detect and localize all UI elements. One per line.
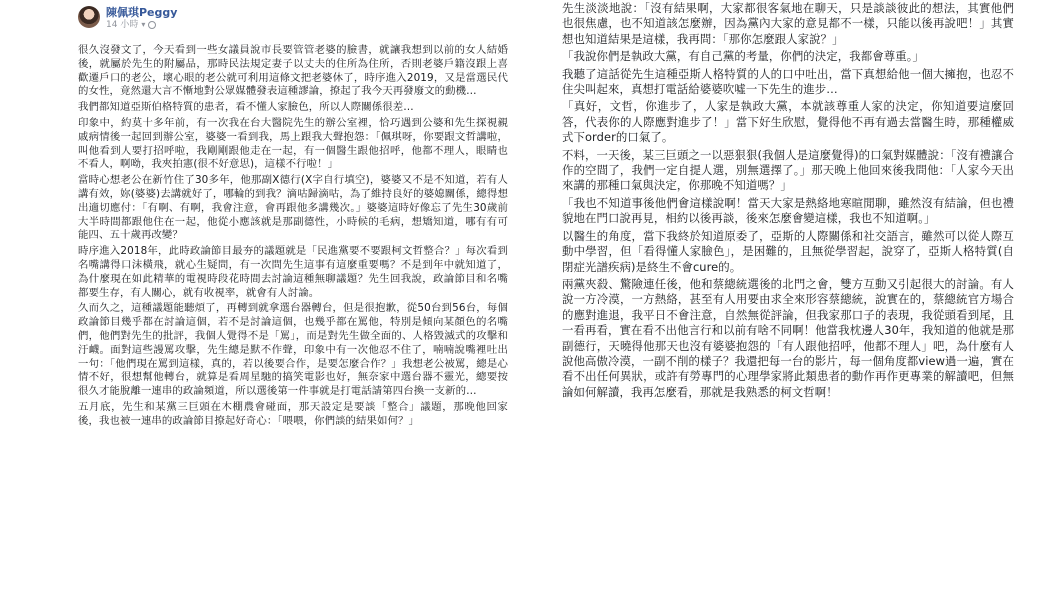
post-body-left bbox=[78, 44, 508, 429]
post-paragraph: 久而久之，這種議題能聽煩了，再轉到就拿選台器轉台，但是很抱歉，從50台到56台，每個政論節目幾乎都在討論這個，若不是討論這個，也幾乎都在罵他，特別是傾向某顏色的名嘴們，他們對先生的批評，我個人覺得不是「罵」，而是對先生做全面的、人格毀滅式的攻擊和汙衊。面對這些謾罵攻擊，先生總是默不作聲，印象中有一次他忍不住了，喃喃說嘴裡吐出一句：「他們現在罵到這樣，真的，若以後要合作，是要怎麼合作？」我想老公被罵，總是心情不好，很想幫他轉台，就算是看周星馳的搞笑電影也好，無奈家中選台器不靈光，總要按很久才能脫離一連串的政論頻道，所以選後第一件事就是打電話請第四台換一支新的… bbox=[78, 302, 508, 398]
post-paragraph: 「真好，文哲，你進步了，人家是執政大黨，本就該尊重人家的決定，你知道要這麼回答，代表你的人際應對進步了！」當下好生欣慰，覺得他不再有過去當醫生時，那種權威式下order的口氣了。 bbox=[562, 99, 1014, 145]
caret-down-icon[interactable]: ▾ bbox=[141, 20, 146, 29]
post-header bbox=[78, 0, 508, 42]
post-paragraph: 五月底，先生和某黨三巨頭在木棚農會碰面，那天設定是要談「整合」議題，那晚他回家後，我也被一連串的政論節目撩起好奇心：「喂喂，你們談的結果如何？」 bbox=[78, 400, 508, 427]
globe-icon bbox=[148, 21, 156, 29]
post-paragraph: 不料，一天後，某三巨頭之一以惡狠狠(我個人是這麼覺得)的口氣對媒體說：「沒有禮讓合作的空間了，我們一定自提人選，別無選擇了。」那天晚上他回來後我問他：「人家今天出來講的那種口氣與決定，你那晚不知道嗎？」 bbox=[562, 147, 1014, 193]
right-column bbox=[562, 0, 1014, 596]
post-timestamp[interactable]: 14 小時 bbox=[106, 20, 139, 30]
post-paragraph: 「我說你們是執政大黨，有自己黨的考量，你們的決定，我都會尊重。」 bbox=[562, 49, 925, 64]
post-meta bbox=[106, 19, 177, 31]
post-paragraph: 以醫生的角度，當下我終於知道原委了，亞斯的人際關係和社交語言，雖然可以從人際互動中學習，但「看得懂人家臉色」，是困難的，且無從學習起，說穿了，亞斯人格特質(自閉症光譜疾病)是終生不會cure的。 bbox=[562, 228, 1014, 274]
post-paragraph: 我們都知道亞斯伯格特質的患者，看不懂人家臉色，所以人際關係很差… bbox=[78, 101, 414, 114]
left-column bbox=[78, 0, 508, 596]
post-paragraph: 我聽了這話從先生這種亞斯人格特質的人的口中吐出，當下真想給他一個大擁抱，也忍不住尖叫起來，真想打電話給婆婆吹噓一下先生的進步… bbox=[562, 66, 1014, 97]
post-paragraph: 先生淡淡地說：「沒有結果啊，大家都很客氣地在聊天，只是談談彼此的想法，其實他們也很焦慮，也不知道該怎麼辦，因為黨內大家的意見都不一樣，只能以後再說吧！」其實想也知道結果是這樣，我再問：「那你怎麼跟人家說？」 bbox=[562, 1, 1014, 46]
avatar[interactable] bbox=[78, 6, 100, 28]
post-paragraph: 當時心想老公在新竹住了30多年，他那副X德行(X字自行填空)，婆婆又不是不知道，若有人講有效，妳(婆婆)去講就好了，哪輪的到我？滴咕歸滴咕，為了維持良好的婆媳關係，總得想出適切應付：「有啊、有啊，我會注意，會再跟他多講幾次。」婆婆這時好像忘了先生30歲前大半時間都跟他住在一起，他從小應該就是那副德性，小時候的毛病，想矯知道，哪有有可能四、五十歲再改變？ bbox=[78, 174, 508, 242]
post-paragraph: 兩黨夾殺、驚險連任後，他和蔡總統選後的北門之會，雙方互動又引起很大的討論。有人說一方冷漠，一方熱絡，甚至有人用要由求全來形容蔡總統，說實在的，蔡總統官方場合的應對進退，我平日不會注意，自然無從評論，但我家那口子的表現，我從頭看到尾，且一看再看，實在看不出他言行和以前有啥不同啊！他當我枕邊人30年，我知道的他就是那副德行，天曉得他那天也沒有婆婆抱怨的「有人跟他招呼，他都不理人」吧，為什麼有人說他高傲冷漠，一副不削的樣子？我還把每一台的影片，每一個角度都view過一遍，實在看不出任何異狀，或許有勞專門的心理學家將此類患者的動作再作更專業的解讀吧，但無論如何解讀，我再怎麼看，那就是我熟悉的柯文哲啊！ bbox=[562, 276, 1014, 399]
author-name[interactable]: 陳佩琪Peggy bbox=[106, 6, 178, 19]
post-paragraph: 很久沒發文了，今天看到一些女議員說市長要管管老婆的臉書，就讓我想到以前的女人結婚後，就屬於先生的附屬品，那時民法規定妻子以丈夫的住所為住所，否則老婆戶籍沒跟上喜歡遷戶口的老公，壞心眼的老公就可利用這條文把老婆休了，時序進入2019，又是當選民代的女性，竟然還大言不慚地對公眾媒體發表這種謬論，撩起了我今天再發廢文的動機… bbox=[78, 44, 508, 98]
post-paragraph: 「我也不知道事後他們會這樣說啊！當天大家是熱絡地寒暄閒聊，雖然沒有結論，但也禮貌地在門口說再見，相約以後再談，後來怎麼會變這樣，我也不知道啊。」 bbox=[562, 195, 1014, 226]
author-block bbox=[106, 6, 177, 31]
post-paragraph: 時序進入2018年，此時政論節目最夯的議題就是「民進黨要不要跟柯文哲整合？」每次看到名嘴講得口沫橫飛，就心生疑問，有一次問先生這事有這麼重要嗎？不是到年中就知道了，為什麼現在如此精華的電視時段花時間去討論這種無聊議題？先生回我說，政論節目和名嘴都要生存，有人關心，就有收視率，就會有人討論。 bbox=[78, 245, 508, 299]
post-paragraph: 印象中，約莫十多年前，有一次我在台大醫院先生的辦公室裡，恰巧遇到公婆和先生探視親戚病情後一起回到辦公室，婆婆一看到我，馬上跟我大聲抱怨：「佩琪呀，你要跟文哲講啦，叫他看到人要打招呼啦，我剛剛跟他走在一起，有一個醫生跟他招呼，他都不理人，眼睛也不看人，啊呦，我夾拍憲(很不好意思)，這樣不行啦！」 bbox=[78, 116, 508, 171]
